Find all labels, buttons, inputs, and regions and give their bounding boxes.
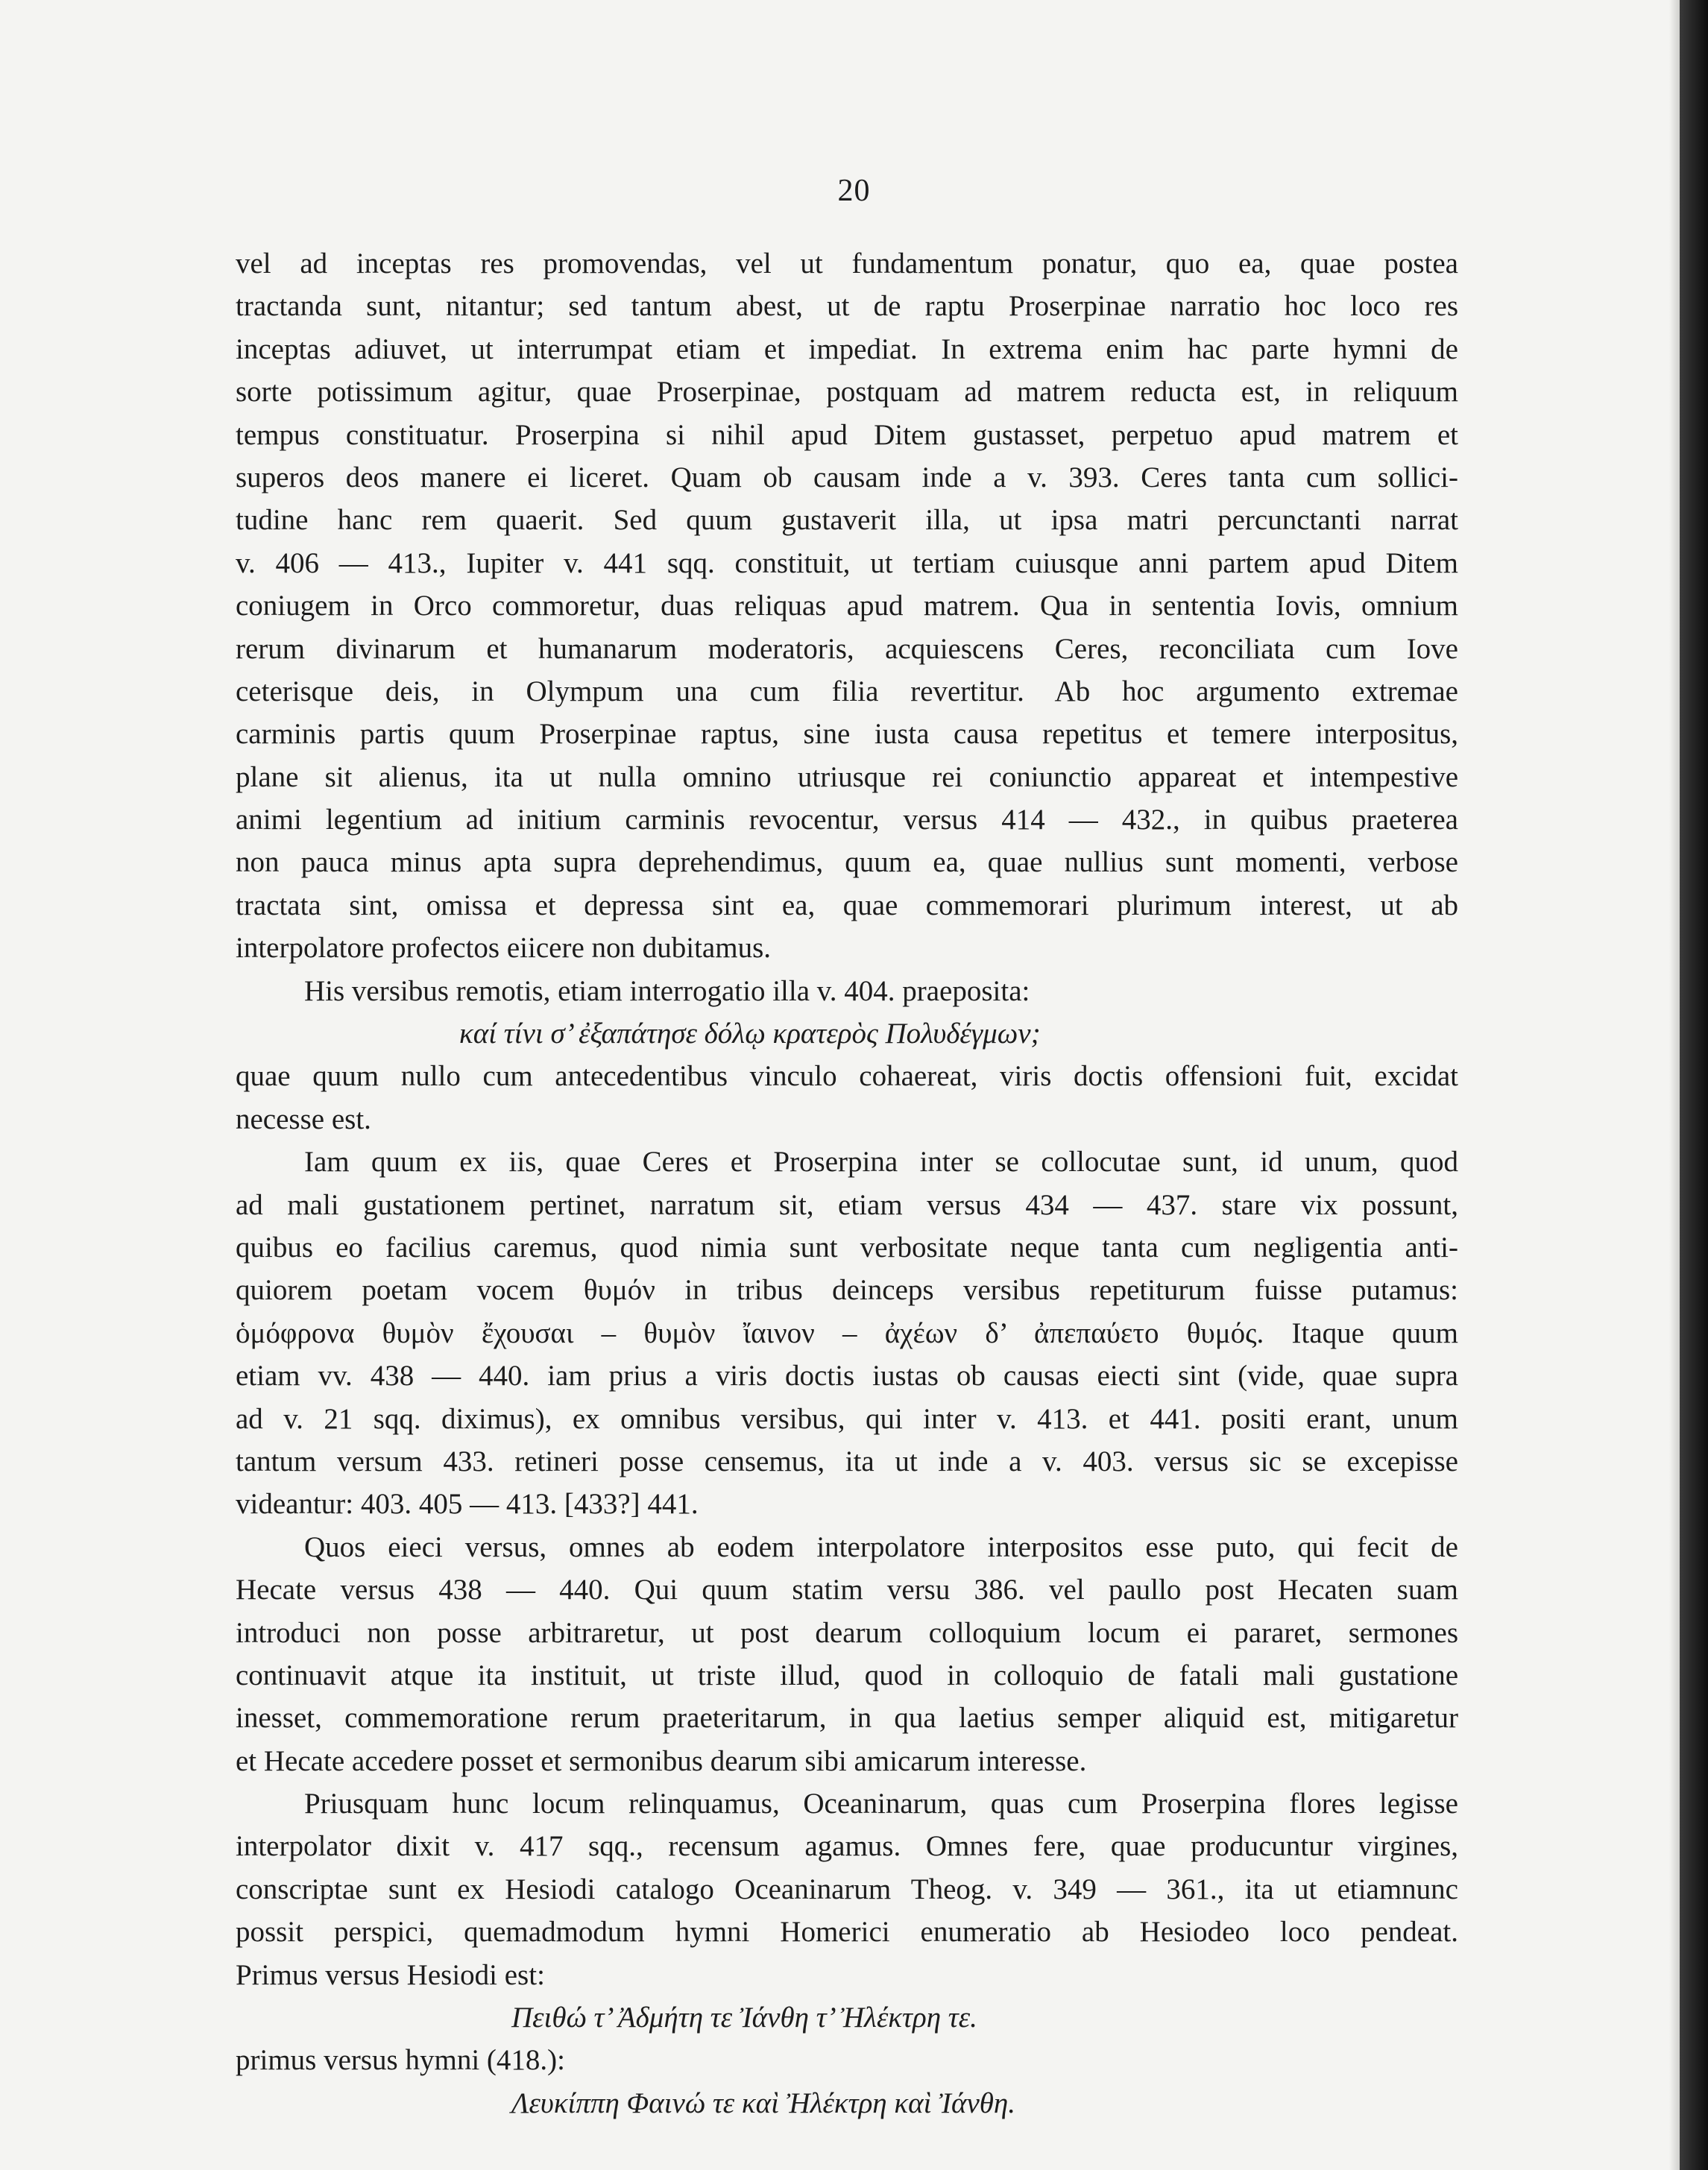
- text-line: quiorem poetam vocem θυμόν in tribus deinceps versibus repetiturum fuisse putamus:: [236, 1274, 1458, 1307]
- text-line: sorte potissimum agitur, quae Proserpinae, postquam ad matrem reducta est, in reliquum: [236, 376, 1458, 409]
- page-number: 20: [837, 174, 871, 208]
- text-line: ceterisque deis, in Olympum una cum filia revertitur. Ab hoc argumento extremae: [236, 675, 1458, 707]
- text-line: inesset, commemoratione rerum praeteritarum, in qua laetius semper aliquid est, mitigaretur: [236, 1702, 1458, 1735]
- text-line: tractata sint, omissa et depressa sint ea, quae commemorari plurimum interest, ut ab: [236, 889, 1458, 921]
- text-line: tempus constituatur. Proserpina si nihil apud Ditem gustasset, perpetuo apud matrem et: [236, 418, 1458, 451]
- text-line: rerum divinarum et humanarum moderatoris, acquiescens Ceres, reconciliata cum Iove: [236, 632, 1458, 665]
- text-line: plane sit alienus, ita ut nulla omnino utriusque rei coniunctio appareat et intempestive: [236, 760, 1458, 793]
- greek-quote: καί τίνι σ’ ἐξαπάτησε δόλῳ κρατερὸς Πολυδέγμων;: [459, 1018, 1041, 1050]
- text-line: possit perspici, quemadmodum hymni Homerici enumeratio ab Hesiodeo loco pendeat.: [236, 1916, 1458, 1949]
- greek-quote: Πειθώ τ’ Ἀδμήτη τε Ἰάνθη τ’ Ἠλέκτρη τε.: [511, 2002, 977, 2034]
- text-line: coniugem in Orco commoretur, duas reliquas apud matrem. Qua in sententia Iovis, omnium: [236, 590, 1458, 622]
- text-line: superos deos manere ei liceret. Quam ob causam inde a v. 393. Ceres tanta cum sollici-: [236, 461, 1458, 493]
- text-line: carminis partis quum Proserpinae raptus, sine iusta causa repetitus et temere interpositus,: [236, 718, 1458, 751]
- text-line: necesse est.: [236, 1103, 371, 1135]
- text-line: etiam vv. 438 — 440. iam prius a viris doctis iustas ob causas eiecti sint (vide, quae supra: [236, 1360, 1458, 1392]
- text-line: videantur: 403. 405 — 413. [433?] 441.: [236, 1488, 699, 1521]
- text-line: interpolator dixit v. 417 sqq., recensum agamus. Omnes fere, quae producuntur virgines,: [236, 1830, 1458, 1863]
- greek-quote: Λευκίππη Φαινώ τε καὶ Ἠλέκτρη καὶ Ἰάνθη.: [511, 2087, 1016, 2119]
- text-line: v. 406 — 413., Iupiter v. 441 sqq. constituit, ut tertiam cuiusque anni partem apud Ditem: [236, 546, 1458, 579]
- text-line: tractanda sunt, nitantur; sed tantum abest, ut de raptu Proserpinae narratio hoc loco res: [236, 290, 1458, 323]
- text-line: et Hecate accedere posset et sermonibus dearum sibi amicarum interesse.: [236, 1744, 1087, 1777]
- text-line: tudine hanc rem quaerit. Sed quum gustaverit illa, ut ipsa matri percunctanti narrat: [236, 504, 1458, 537]
- text-line: Hecate versus 438 — 440. Qui quum statim versu 386. vel paullo post Hecaten suam: [236, 1574, 1458, 1606]
- text-line: tantum versum 433. retineri posse censemus, ita ut inde a v. 403. versus sic se excepisse: [236, 1445, 1458, 1477]
- body-text: [236, 242, 1458, 2125]
- text-line: non pauca minus apta supra deprehendimus, quum ea, quae nullius sunt momenti, verbose: [236, 846, 1458, 879]
- text-line: quibus eo facilius caremus, quod nimia sunt verbositate neque tanta cum negligentia anti-: [236, 1231, 1458, 1264]
- text-line: continuavit atque ita instituit, ut triste illud, quod in colloquio de fatali mali gustatione: [236, 1659, 1458, 1691]
- paragraph-start: His versibus remotis, etiam interrogatio illa v. 404. praeposita:: [304, 974, 1030, 1007]
- text-line: conscriptae sunt ex Hesiodi catalogo Oceaninarum Theog. v. 349 — 361., ita ut etiamnunc: [236, 1873, 1458, 1905]
- text-line: Primus versus Hesiodi est:: [236, 1958, 545, 1991]
- text-line: ὁμόφρονα θυμὸν ἔχουσαι – θυμὸν ἴαινον – ἀχέων δ’ ἀπεπαύετο θυμός. Itaque quum: [236, 1316, 1458, 1349]
- scan-edge: [1680, 0, 1708, 2170]
- text-line: vel ad inceptas res promovendas, vel ut fundamentum ponatur, quo ea, quae postea: [236, 247, 1458, 280]
- scan-gutter: [1669, 0, 1680, 2170]
- text-line: inceptas adiuvet, ut interrumpat etiam et impediat. In extrema enim hac parte hymni de: [236, 332, 1458, 365]
- paragraph-start: Priusquam hunc locum relinquamus, Oceaninarum, quas cum Proserpina flores legisse: [304, 1788, 1458, 1820]
- text-line: primus versus hymni (418.):: [236, 2044, 565, 2077]
- text-line: interpolatore profectos eiicere non dubitamus.: [236, 932, 771, 965]
- text-line: ad mali gustationem pertinet, narratum sit, etiam versus 434 — 437. stare vix possunt,: [236, 1188, 1458, 1221]
- text-line: animi legentium ad initium carminis revocentur, versus 414 — 432., in quibus praeterea: [236, 804, 1458, 836]
- paragraph-start: Iam quum ex iis, quae Ceres et Proserpina inter se collocutae sunt, id unum, quod: [304, 1146, 1458, 1179]
- text-line: introduci non posse arbitraretur, ut post dearum colloquium locum ei pararet, sermones: [236, 1616, 1458, 1649]
- text-line: ad v. 21 sqq. diximus), ex omnibus versibus, qui inter v. 413. et 441. positi erant, unum: [236, 1402, 1458, 1435]
- text-line: quae quum nullo cum antecedentibus vinculo cohaereat, viris doctis offensioni fuit, excidat: [236, 1060, 1458, 1093]
- paragraph-start: Quos eieci versus, omnes ab eodem interpolatore interpositos esse puto, qui fecit de: [304, 1530, 1458, 1563]
